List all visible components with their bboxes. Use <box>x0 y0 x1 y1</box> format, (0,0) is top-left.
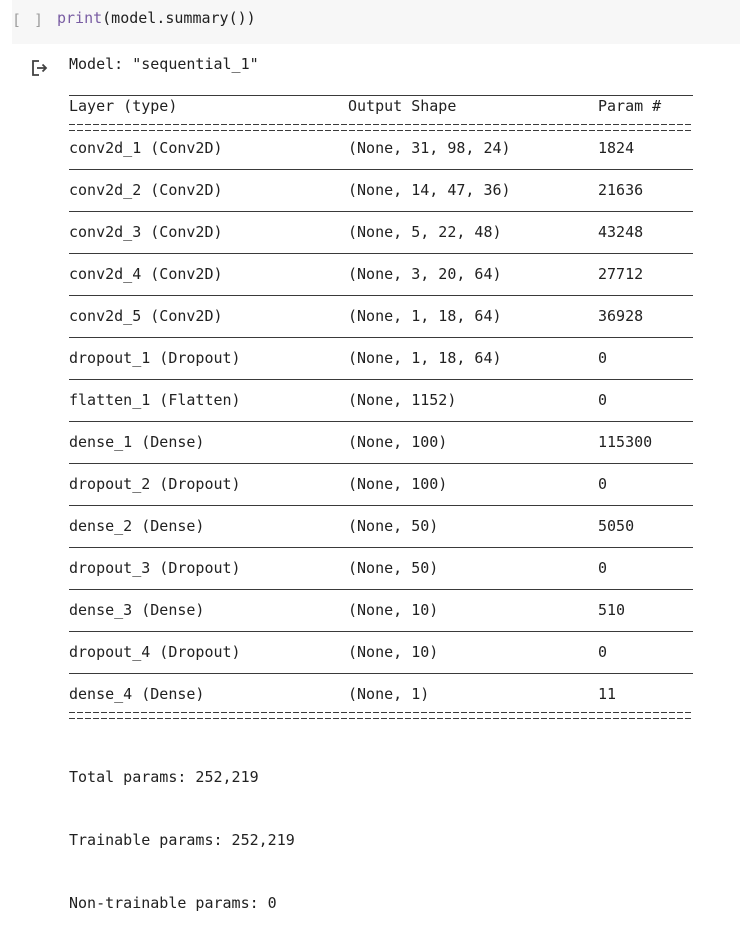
param-count: 21636 <box>598 181 644 199</box>
table-row <box>69 138 693 159</box>
table-row <box>69 264 693 285</box>
layer-name: dropout_2 (Dropout) <box>69 475 241 493</box>
table-row <box>69 222 693 243</box>
param-count: 510 <box>598 601 626 619</box>
header-layer: Layer (type) <box>69 97 178 115</box>
total-params: Total params: 252,219 <box>69 768 259 786</box>
table-row <box>69 432 693 453</box>
table-row <box>69 684 693 705</box>
row-divider <box>69 505 693 506</box>
row-divider <box>69 673 693 674</box>
output-shape: (None, 10) <box>348 601 439 619</box>
table-row <box>69 600 693 621</box>
layer-name: conv2d_3 (Conv2D) <box>69 223 223 241</box>
row-divider <box>69 169 693 170</box>
param-count: 1824 <box>598 139 635 157</box>
row-divider <box>69 589 693 590</box>
output-shape: (None, 50) <box>348 559 439 577</box>
layer-name: dropout_3 (Dropout) <box>69 559 241 577</box>
row-divider <box>69 421 693 422</box>
output-shape: (None, 1, 18, 64) <box>348 349 502 367</box>
param-count: 0 <box>598 475 608 493</box>
header-separator <box>69 124 693 131</box>
param-totals <box>69 725 295 935</box>
output-shape: (None, 50) <box>348 517 439 535</box>
output-shape: (None, 1152) <box>348 391 457 409</box>
model-name: Model: "sequential_1" <box>69 55 259 73</box>
row-divider <box>69 463 693 464</box>
layer-name: dense_2 (Dense) <box>69 517 205 535</box>
param-count: 0 <box>598 559 608 577</box>
code-arguments: (model.summary()) <box>102 9 256 27</box>
layer-name: conv2d_2 (Conv2D) <box>69 181 223 199</box>
row-divider <box>69 211 693 212</box>
param-count: 43248 <box>598 223 644 241</box>
layer-name: conv2d_1 (Conv2D) <box>69 139 223 157</box>
row-divider <box>69 547 693 548</box>
output-shape: (None, 100) <box>348 475 448 493</box>
header-output-shape: Output Shape <box>348 97 457 115</box>
output-shape: (None, 10) <box>348 643 439 661</box>
table-row <box>69 306 693 327</box>
layer-name: dense_1 (Dense) <box>69 433 205 451</box>
table-row <box>69 474 693 495</box>
row-divider <box>69 253 693 254</box>
param-count: 5050 <box>598 517 635 535</box>
trainable-params: Trainable params: 252,219 <box>69 831 295 849</box>
layer-name: conv2d_5 (Conv2D) <box>69 307 223 325</box>
table-row <box>69 390 693 411</box>
code-function: print <box>57 9 103 27</box>
table-row <box>69 558 693 579</box>
param-count: 0 <box>598 643 608 661</box>
output-shape: (None, 1, 18, 64) <box>348 307 502 325</box>
output-shape: (None, 14, 47, 36) <box>348 181 511 199</box>
param-count: 115300 <box>598 433 653 451</box>
header-params: Param # <box>598 97 662 115</box>
param-count: 0 <box>598 349 608 367</box>
layer-name: dense_3 (Dense) <box>69 601 205 619</box>
output-shape: (None, 1) <box>348 685 430 703</box>
row-divider <box>69 337 693 338</box>
run-cell-button[interactable]: [ ] <box>12 11 46 29</box>
output-shape: (None, 31, 98, 24) <box>348 139 511 157</box>
row-divider <box>69 379 693 380</box>
layer-name: dropout_1 (Dropout) <box>69 349 241 367</box>
table-row <box>69 180 693 201</box>
table-header <box>69 96 693 117</box>
non-trainable-params: Non-trainable params: 0 <box>69 894 277 912</box>
param-count: 0 <box>598 391 608 409</box>
output-shape: (None, 5, 22, 48) <box>348 223 502 241</box>
table-row <box>69 642 693 663</box>
param-count: 11 <box>598 685 617 703</box>
table-row <box>69 348 693 369</box>
param-count: 36928 <box>598 307 644 325</box>
output-arrow-icon[interactable] <box>30 58 50 78</box>
layer-name: conv2d_4 (Conv2D) <box>69 265 223 283</box>
table-row <box>69 516 693 537</box>
row-divider <box>69 631 693 632</box>
row-divider <box>69 295 693 296</box>
layer-name: dense_4 (Dense) <box>69 685 205 703</box>
output-shape: (None, 100) <box>348 433 448 451</box>
param-count: 27712 <box>598 265 644 283</box>
layer-name: dropout_4 (Dropout) <box>69 643 241 661</box>
footer-separator <box>69 712 693 719</box>
code-editor[interactable] <box>57 9 256 27</box>
layer-name: flatten_1 (Flatten) <box>69 391 241 409</box>
output-shape: (None, 3, 20, 64) <box>348 265 502 283</box>
